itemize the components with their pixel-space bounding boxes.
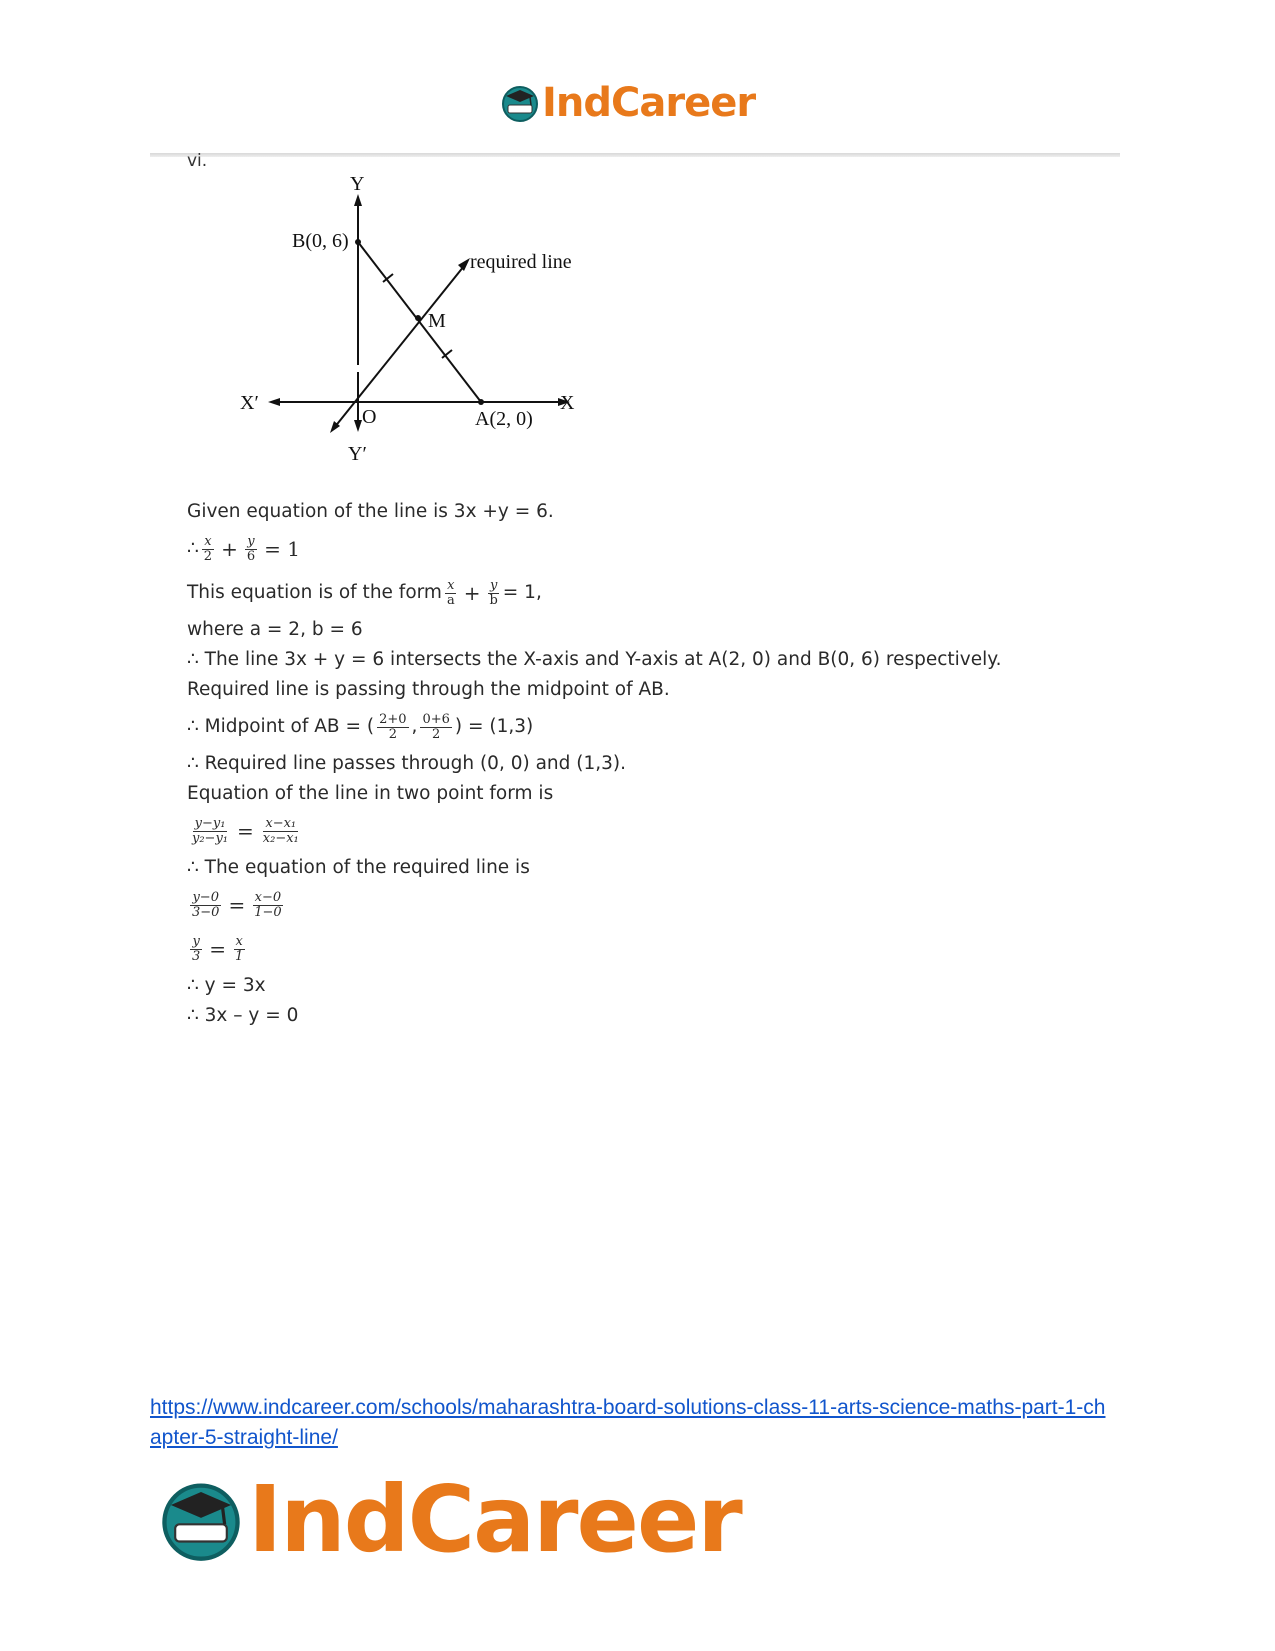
coordinate-figure (230, 170, 610, 470)
equals-symbol: = (237, 819, 254, 843)
origin-label: O (362, 406, 377, 428)
equals-one: = 1 (264, 537, 300, 561)
line-two-point-intro: Equation of the line in two point form is (187, 783, 554, 804)
fraction-mid-x: $\frac{2+0}{2}$ (379, 711, 407, 742)
y-axis-neg-arrow (354, 420, 362, 432)
source-link[interactable]: https://www.indcareer.com/schools/maharashtra-board-solutions-class-11-arts-science-maths-part-1-chapter-5-straight-line/ (150, 1396, 1106, 1449)
line-passes-through: ∴ Required line passes through (0, 0) and (1,3). (187, 753, 627, 774)
line-intercept-form (187, 527, 1087, 571)
midpoint-intro: ∴ Midpoint of AB = ( (187, 716, 375, 737)
section-label: vi. (187, 151, 208, 171)
x-axis-neg-arrow (268, 398, 280, 406)
y-axis-label: Y (350, 173, 365, 195)
y-axis-arrow (354, 194, 362, 206)
footer-logo (158, 1466, 741, 1573)
therefore-symbol: ∴ (187, 538, 199, 559)
fraction-y-over-3: $\frac{y}{3}$ (192, 933, 201, 964)
line-simplified (187, 927, 1087, 971)
header-divider (150, 153, 1120, 157)
fraction-x-over-a: $\frac{x}{a}$ (446, 577, 455, 608)
line-y-equals-3x: ∴ y = 3x (187, 975, 266, 996)
header-logo (500, 80, 755, 126)
line-required-intro: ∴ The equation of the required line is (187, 857, 530, 878)
line-values: where a = 2, b = 6 (187, 619, 363, 640)
x-axis-neg-label: X′ (240, 392, 259, 414)
fraction-sub-right: $\frac{x-0}{1-0}$ (254, 889, 282, 920)
x-axis-label: X (560, 392, 575, 414)
fraction-y-over-b: $\frac{y}{b}$ (489, 577, 498, 608)
y-axis-neg-label: Y′ (348, 443, 367, 465)
midpoint-result: ) = (1,3) (454, 716, 534, 737)
fraction-two-point-right: $\frac{\text{x−x₁}}{\text{x₂−x₁}}$ (262, 815, 299, 846)
plus-symbol: + (221, 537, 238, 561)
point-a-dot (478, 399, 484, 405)
fraction-y-over-6: $\frac{y}{6}$ (246, 533, 256, 564)
form-intro: This equation is of the form (187, 582, 442, 603)
fraction-two-point-left: $\frac{\text{y−y₁}}{\text{y₂−y₁}}$ (192, 815, 229, 846)
midpoint-label: M (428, 310, 446, 332)
line-midpoint (187, 705, 1087, 749)
brand-wordmark: IndCareer (248, 1466, 741, 1573)
equals-symbol: = (228, 893, 246, 917)
required-line-arrow (458, 258, 470, 271)
point-b-dot (355, 239, 361, 245)
line-substitution (187, 883, 1087, 927)
line-intersects: ∴ The line 3x + y = 6 intersects the X-axis and Y-axis at A(2, 0) and B(0, 6) respectively. Required line is passing through the midpoint of AB. (187, 649, 1002, 700)
line-final-equation: ∴ 3x – y = 0 (187, 1005, 299, 1026)
form-equals: = 1, (502, 582, 542, 603)
fraction-sub-left: $\frac{y-0}{3-0}$ (192, 889, 220, 920)
solution-text (187, 497, 1087, 1031)
point-b-label: B(0, 6) (292, 230, 349, 252)
point-m-dot (415, 315, 421, 321)
line-form (187, 571, 1087, 615)
line-two-point-formula (187, 809, 1087, 853)
fraction-x-over-2: $\frac{x}{2}$ (203, 533, 213, 564)
required-line (334, 266, 464, 428)
line-given-equation: Given equation of the line is 3x +y = 6. (187, 501, 554, 522)
globe-cap-icon (500, 83, 540, 123)
plus-symbol: + (463, 581, 481, 605)
required-line-label: required line (470, 251, 572, 273)
point-a-label: A(2, 0) (475, 408, 533, 430)
fraction-mid-y: $\frac{0+6}{2}$ (422, 711, 450, 742)
brand-wordmark: IndCareer (542, 80, 756, 126)
comma: , (411, 716, 418, 737)
equals-symbol: = (209, 937, 227, 961)
fraction-x-over-1: $\frac{x}{1}$ (235, 933, 244, 964)
globe-cap-icon (158, 1477, 244, 1563)
